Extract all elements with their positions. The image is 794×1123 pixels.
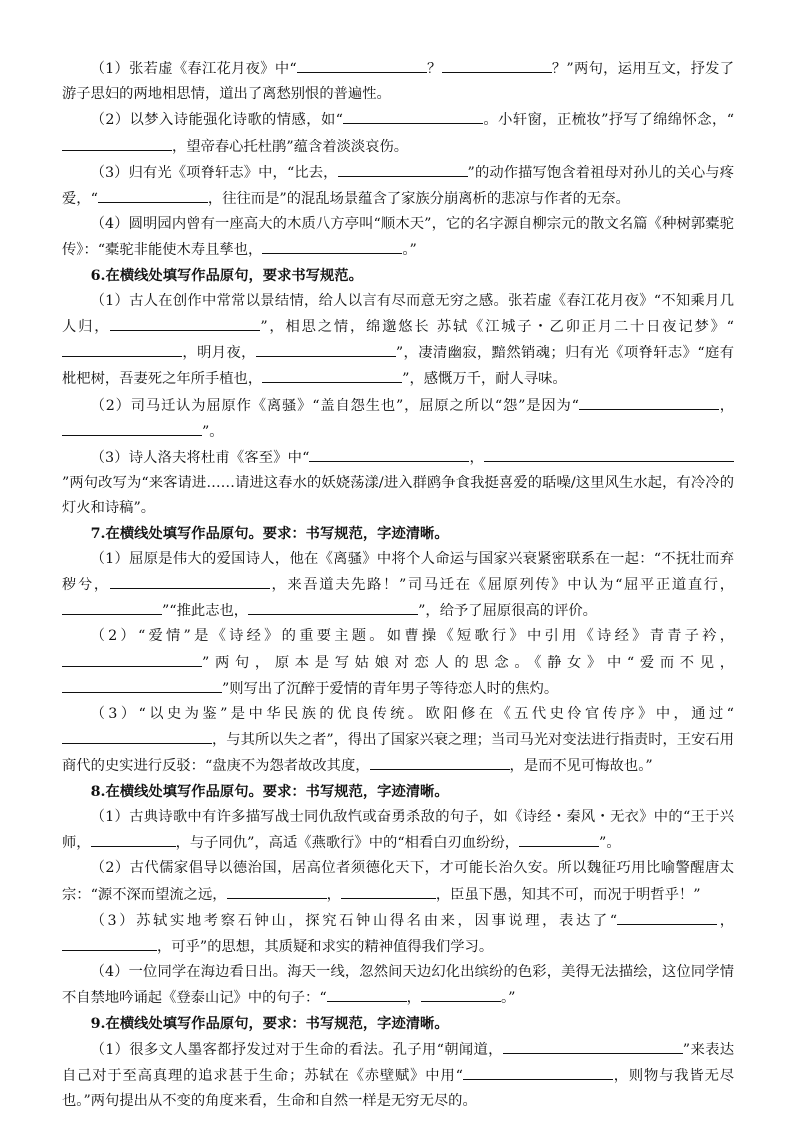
- answer-blank[interactable]: [110, 314, 260, 331]
- question-9-title: 9.在横线处填写作品原句，要求：书写规范，字迹清晰。: [90, 1015, 449, 1032]
- q8-item-4: （4）一位同学在海边看日出。海天一线，忽然间天边幻化出缤纷的色彩，美得无法描绘，这位同学情不自禁地吟诵起《登泰山记》中的句子：“ ， 。”: [62, 964, 734, 1007]
- answer-blank[interactable]: [421, 985, 501, 1002]
- answer-blank[interactable]: [370, 753, 510, 770]
- answer-blank[interactable]: [442, 56, 552, 73]
- answer-blank[interactable]: [62, 340, 182, 357]
- answer-blank[interactable]: [519, 830, 599, 847]
- answer-blank[interactable]: [463, 1063, 613, 1080]
- answer-blank[interactable]: [91, 830, 176, 847]
- answer-blank[interactable]: [343, 107, 483, 124]
- q7-item-3: （3）“以史为鉴”是中华民族的优良传统。欧阳修在《五代史伶官传序》中，通过“，与其所以失之者”，得出了国家兴衰之理；当司马光对变法进行指责时，王安石用商代的史实进行反驳：“盘庚不为怨者故改其度， ，是而不见可悔故也。”: [62, 706, 734, 775]
- answer-blank[interactable]: [297, 56, 427, 73]
- q6-item-2: （2）司马迁认为屈原作《离骚》“盖自怨生也”，屈原之所以“怨”是因为“ ，”。: [62, 393, 734, 445]
- q7-item-1: （1）屈原是伟大的爱国诗人，他在《离骚》中将个人命运与国家兴衰紧密联系在一起：“不抚壮而弃秽兮， ，来吾道夫先路！”司马迁在《屈原列传》中认为“屈平正道直行，”“推此志也， ”，给予了屈原很高的评价。: [62, 550, 735, 620]
- answer-blank[interactable]: [62, 134, 172, 151]
- answer-blank[interactable]: [338, 160, 468, 177]
- answer-blank[interactable]: [62, 934, 157, 951]
- q8-item-3: （3）苏轼实地考察石钟山，探究石钟山得名由来，因事说理，表达了“ ，，可乎”的思想，其质疑和求实的精神值得我们学习。: [62, 908, 734, 960]
- q8-item-2: （2）古代儒家倡导以德治国，居高位者须德化天下，才可能长治久安。所以魏征巧用比喻警醒唐太宗：“源不深而望流之远， ， ，臣虽下愚，知其不可，而况于明哲乎！”: [62, 860, 734, 903]
- answer-blank[interactable]: [262, 366, 402, 383]
- answer-blank[interactable]: [503, 1037, 683, 1054]
- answer-blank[interactable]: [256, 340, 396, 357]
- answer-blank[interactable]: [62, 727, 212, 744]
- question-6-title: 6.在横线处填写作品原句，要求书写规范。: [90, 267, 363, 284]
- answer-blank[interactable]: [327, 985, 407, 1002]
- answer-blank[interactable]: [341, 882, 436, 899]
- q5-item-1: （1）张若虚《春江花月夜》中“ ？ ？”两句，运用互文，抒发了游子思妇的两地相思情，道出了离愁别恨的普遍性。: [62, 56, 734, 107]
- answer-blank[interactable]: [98, 186, 208, 203]
- answer-blank[interactable]: [62, 650, 202, 667]
- answer-blank[interactable]: [110, 572, 270, 589]
- answer-blank[interactable]: [579, 393, 719, 410]
- q6-item-3: （3）诗人洛夫将杜甫《客至》中“ ，”两句改写为“来客请进……请进这春水的妖娆荡漾/进入群鸥争食我挺喜爱的聒噪/这里风生水起，有冷冷的灯火和诗稿”。: [62, 445, 734, 522]
- answer-blank[interactable]: [484, 445, 734, 462]
- answer-blank[interactable]: [62, 419, 202, 436]
- answer-blank[interactable]: [617, 908, 717, 925]
- q5-item-3: （3）归有光《项脊轩志》中，“比去， ”的动作描写饱含着祖母对孙儿的关心与疼爱，“ ，往往而是”的混乱场景蕴含了家族分崩离析的悲凉与作者的无奈。: [62, 160, 734, 212]
- question-8-title: 8.在横线处填写作品原句。要求：书写规范，字迹清晰。: [90, 783, 449, 800]
- question-7-title: 7.在横线处填写作品原句。要求：书写规范，字迹清晰。: [90, 525, 449, 542]
- q5-item-2: （2）以梦入诗能强化诗歌的情感，如“ 。小轩窗，正梳妆”抒写了绵绵怀念，“，望帝春心托杜鹃”蕴含着淡淡哀伤。: [62, 107, 734, 159]
- answer-blank[interactable]: [227, 882, 327, 899]
- answer-blank[interactable]: [248, 598, 418, 615]
- answer-blank[interactable]: [262, 237, 402, 254]
- q7-item-2: （2）“爱情”是《诗经》的重要主题。如曹操《短歌行》中引用《诗经》青青子衿，”两句，原本是写姑娘对恋人的思念。《静女》中“爱而不见，”则写出了沉醉于爱情的青年男子等待恋人时的焦灼。: [62, 624, 734, 702]
- q9-item-1: （1）很多文人墨客都抒发过对于生命的看法。孔子用“朝闻道， ”来表达自己对于至高真理的追求甚于生命；苏轼在《赤壁赋》中用“ ，则物与我皆无尽也。”两句提出从不变的角度来看，生命和自然一样是无穷无尽的。: [62, 1037, 734, 1115]
- answer-blank[interactable]: [62, 676, 222, 693]
- q6-item-1: （1）古人在创作中常常以景结情，给人以言有尽而意无穷之感。张若虚《春江花月夜》“不知乘月几人归， ”，相思之情，绵邈悠长 苏轼《江城子・乙卯正月二十日夜记梦》“，明月夜， ”，凄清幽寂，黯然销魂；归有光《项脊轩志》“庭有枇杷树，吾妻死之年所手植也， ”，感慨万千，耐人寻味。: [62, 292, 734, 388]
- answer-blank[interactable]: [62, 598, 162, 615]
- answer-blank[interactable]: [309, 445, 469, 462]
- q5-item-4: （4）圆明园内曾有一座高大的木质八方亭叫“顺木天”，它的名字源自柳宗元的散文名篇《种树郭橐驼传》：“橐驼非能使木寿且孳也， 。”: [62, 216, 734, 259]
- q8-item-1: （1）古典诗歌中有许多描写战士同仇敌忾或奋勇杀敌的句子，如《诗经・秦风・无衣》中的“王于兴师， ，与子同仇”，高适《燕歌行》中的“相看白刃血纷纷， ”。: [62, 808, 734, 852]
- worksheet-page: [62, 56, 734, 1114]
